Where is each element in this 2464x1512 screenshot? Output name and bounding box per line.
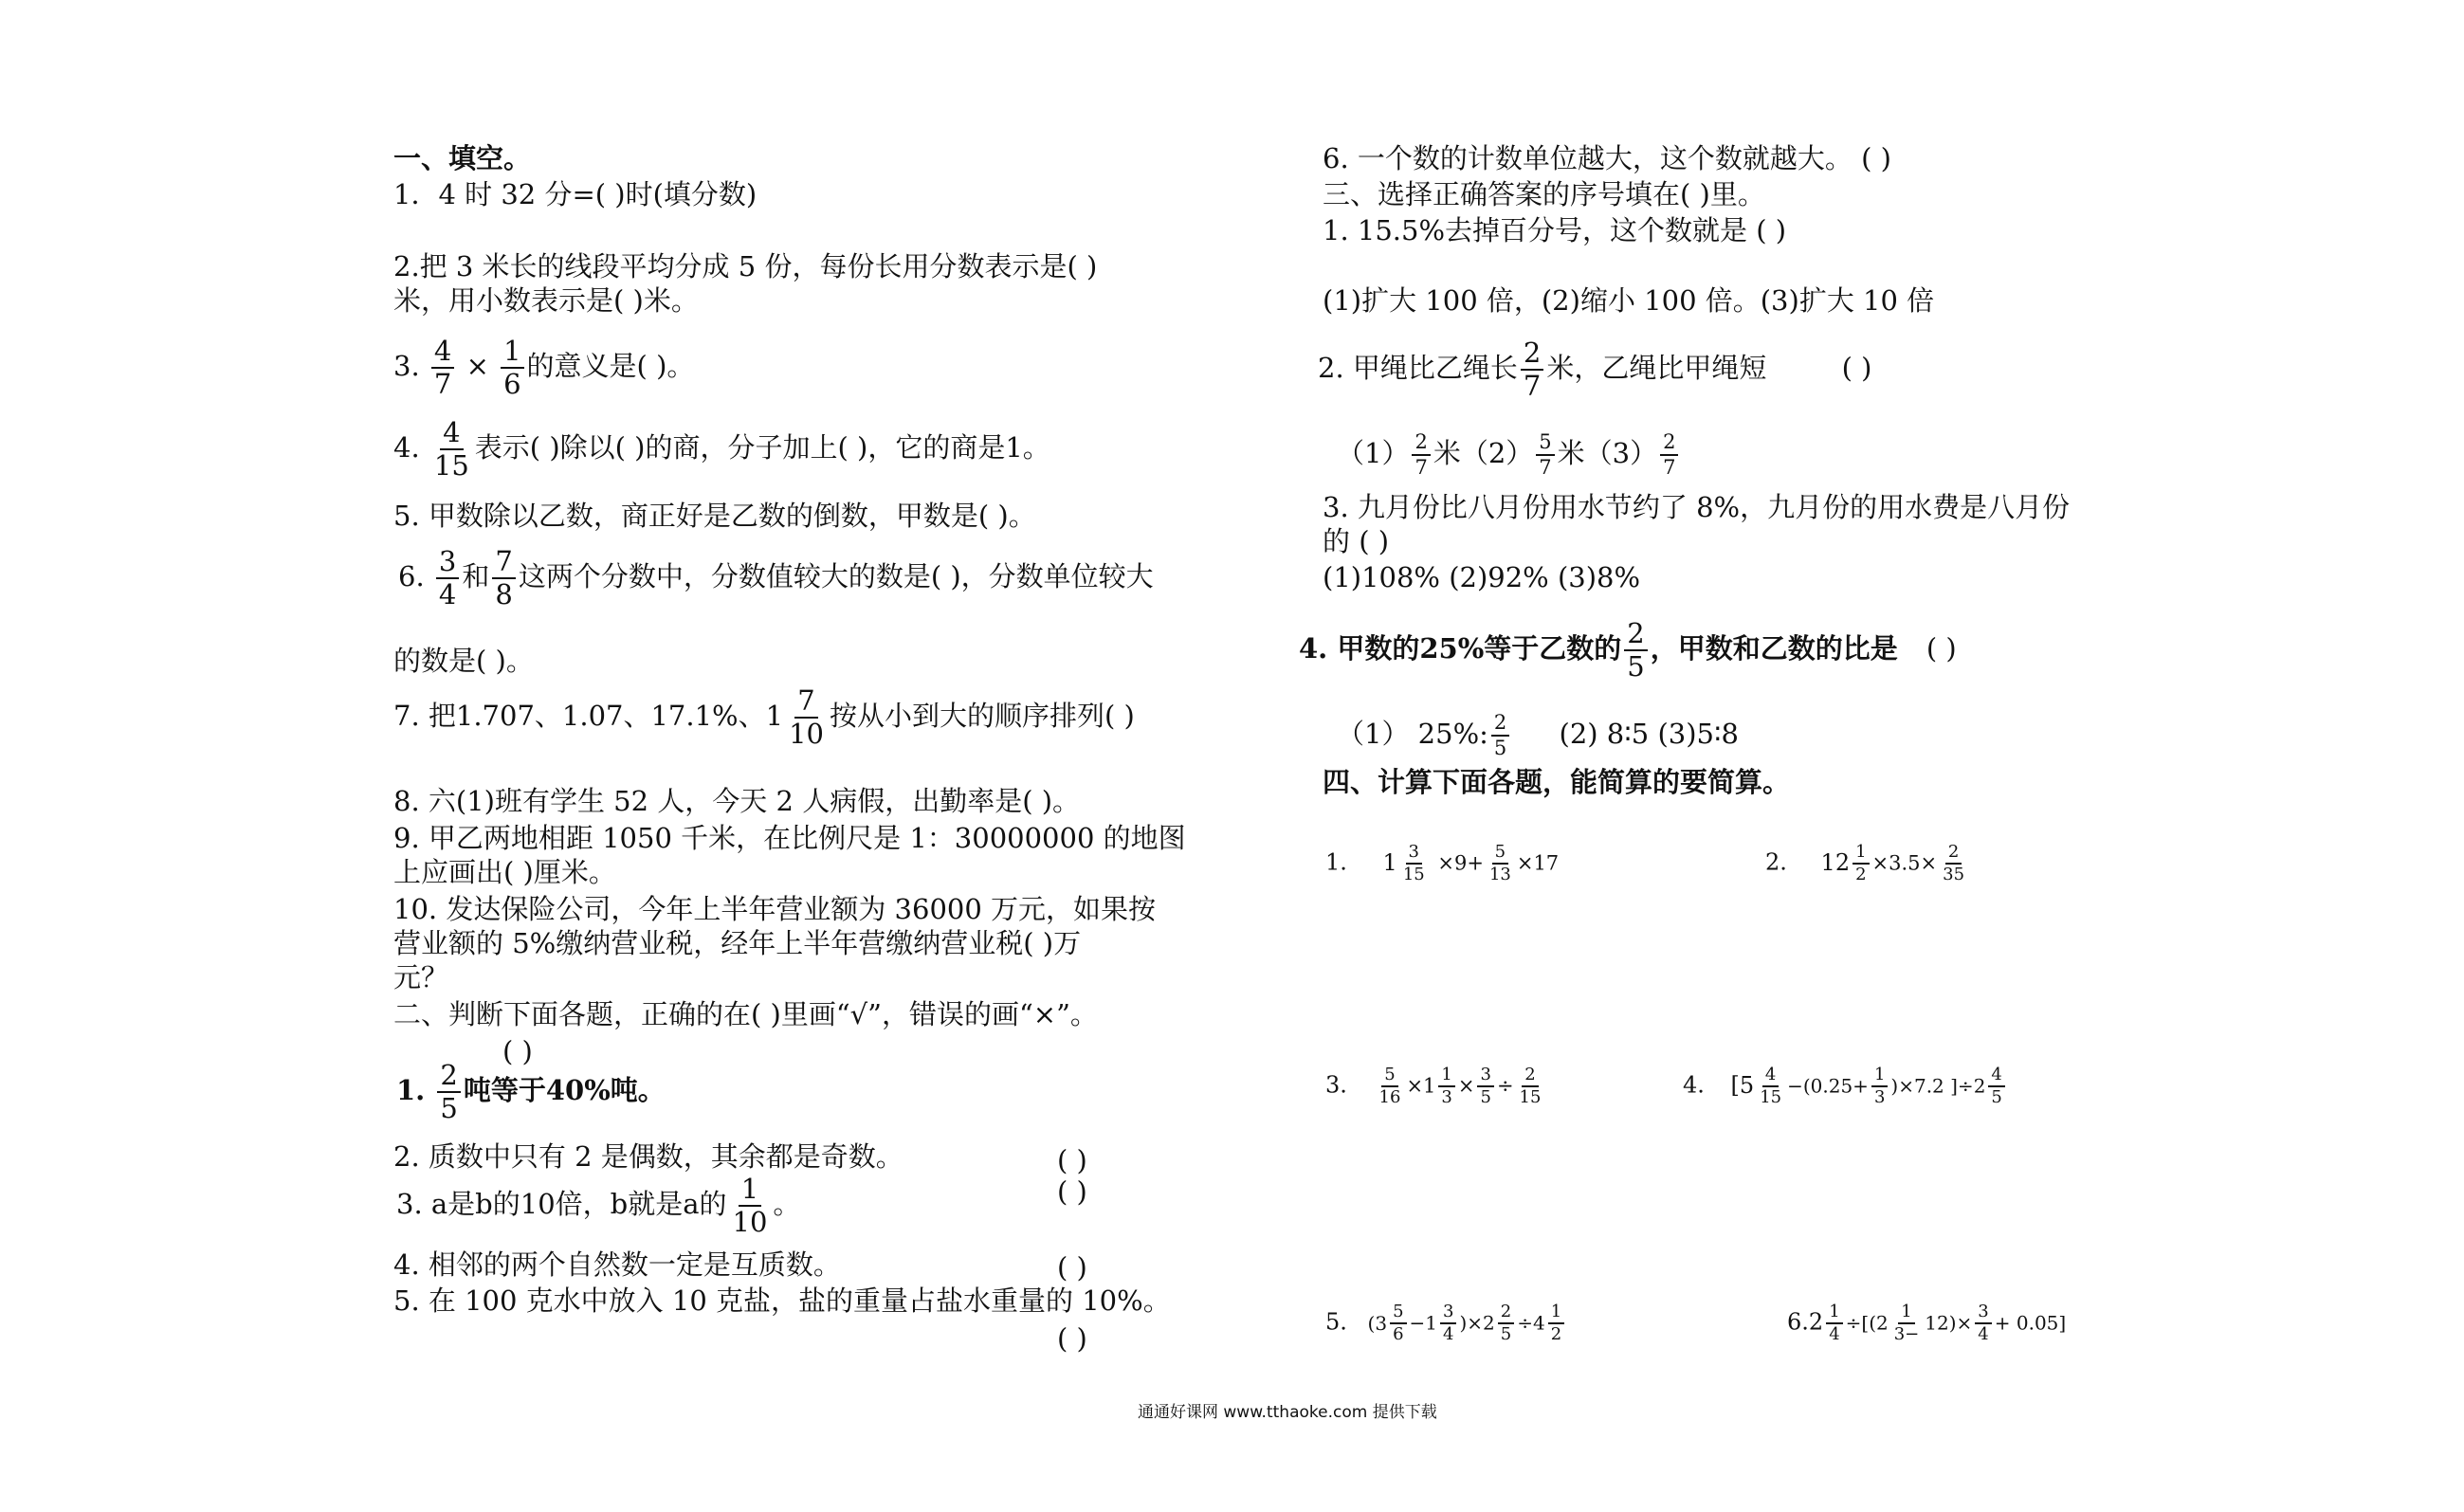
- fraction: $\frac{5}{13}$: [1488, 842, 1511, 884]
- option-label: （1）: [1337, 437, 1410, 469]
- operator: ÷4: [1517, 1311, 1545, 1335]
- question-1: 1．4 时 32 分=( )时(填分数): [393, 178, 757, 210]
- operator: [5: [1730, 1071, 1755, 1099]
- fraction: $\frac{3}{4}$: [1975, 1303, 1991, 1343]
- section-4-title: 四、计算下面各题，能简算的要简算。: [1323, 766, 1791, 798]
- fraction: $\frac{2}{5}$: [1491, 713, 1509, 758]
- problem-number: 1.: [1325, 848, 1347, 876]
- q4-text: 表示( )除以( )的商，分子加上( )，它的商是1。: [474, 431, 1050, 464]
- calc-problem-6: [1787, 1303, 2066, 1343]
- fraction: $\frac{1}{3-}$: [1893, 1302, 1920, 1344]
- fraction: $\frac{5}{6}$: [1390, 1303, 1406, 1343]
- operator: ×: [1457, 1074, 1475, 1098]
- choice-1: 1. 15.5%去掉百分号，这个数就是 ( ): [1323, 214, 1787, 246]
- choice-4: [1299, 617, 1957, 683]
- fraction: $\frac{5}{7}$: [1536, 432, 1554, 478]
- answer-paren: ( ): [1841, 352, 1872, 384]
- j3-text: 3. a是b的10倍，b就是a的: [396, 1188, 727, 1220]
- judge-1: [396, 1059, 666, 1124]
- fraction: $\frac{2}{5}$: [1498, 1303, 1514, 1343]
- calc-problem-1: [1325, 844, 1559, 884]
- answer-paren: ( ): [1926, 632, 1957, 665]
- option-label: (2) 8∶5 (3)5∶8: [1559, 718, 1739, 750]
- fraction: $\frac{4}{15}$: [433, 416, 469, 482]
- choice-3-options: (1)108% (2)92% (3)8%: [1323, 561, 1641, 593]
- c4-text-end: ，甲数和乙数的比是: [1650, 632, 1898, 665]
- whole-number: 12: [1820, 848, 1851, 876]
- question-2-line-1: 2.把 3 米长的线段平均分成 5 份，每份长用分数表示是( ): [393, 250, 1098, 282]
- choice-2-options: [1337, 432, 1681, 478]
- answer-paren: ( ): [502, 1035, 533, 1067]
- problem-number: 4.: [1683, 1071, 1705, 1099]
- question-9-line-1: 9. 甲乙两地相距 1050 千米，在比例尺是 1：30000000 的地图: [393, 822, 1186, 854]
- operator: −1: [1409, 1311, 1438, 1335]
- whole-number: 1: [1382, 848, 1397, 876]
- j3-text-end: 。: [773, 1188, 801, 1220]
- fraction: $\frac{4}{15}$: [1760, 1065, 1782, 1107]
- operator: (3: [1367, 1311, 1388, 1335]
- question-5: 5. 甲数除以乙数，商正好是乙数的倒数，甲数是( )。: [393, 500, 1036, 532]
- answer-paren: ( ): [1057, 1322, 1087, 1355]
- answer-paren: ( ): [1057, 1175, 1087, 1208]
- section-2-title: 二、判断下面各题，正确的在( )里画“√”，错误的画“×”。: [393, 998, 1098, 1030]
- calc-problem-3: [1325, 1066, 1546, 1106]
- choice-2: [1318, 339, 1871, 400]
- judge-3: [396, 1175, 800, 1236]
- fraction: $\frac{2}{5}$: [437, 1062, 460, 1122]
- fraction: $\frac{2}{7}$: [1521, 339, 1543, 400]
- q3-text: 的意义是( )。: [526, 350, 695, 382]
- fraction: $\frac{7}{10}$: [789, 684, 824, 750]
- question-7: [393, 684, 1135, 750]
- fraction: $\frac{3}{4}$: [1440, 1303, 1456, 1343]
- judge-6: 6. 一个数的计数单位越大，这个数就越大。 ( ): [1323, 142, 1891, 174]
- fraction: $\frac{2}{7}$: [1412, 432, 1430, 478]
- q7-text-end: 按从小到大的顺序排列( ): [829, 700, 1135, 732]
- fraction: $\frac{2}{5}$: [1624, 620, 1647, 681]
- operator: ×17: [1516, 851, 1560, 875]
- question-9-line-2: 上应画出( )厘米。: [393, 856, 616, 888]
- q7-text: 7. 把1.707、1.07、17.1%、1: [393, 700, 784, 732]
- q3-number: 3.: [393, 350, 420, 382]
- choice-3-line-1: 3. 九月份比八月份用水节约了 8%，九月份的用水费是八月份: [1323, 491, 2071, 523]
- problem-number: 6.: [1787, 1308, 1809, 1336]
- section-3-title: 三、选择正确答案的序号填在( )里。: [1323, 178, 1765, 210]
- choice-3-line-2: 的 ( ): [1323, 525, 1390, 557]
- judge-2: 2. 质数中只有 2 是偶数，其余都是奇数。: [393, 1140, 903, 1173]
- whole-number: 2: [1808, 1308, 1824, 1336]
- fraction: $\frac{4}{7}$: [431, 337, 454, 398]
- judge-5: 5. 在 100 克水中放入 10 克盐，盐的重量占盐水重量的 10%。: [393, 1284, 1171, 1317]
- answer-paren: ( ): [1057, 1144, 1087, 1176]
- choice-1-options: (1)扩大 100 倍，(2)缩小 100 倍。(3)扩大 10 倍: [1323, 284, 1935, 317]
- fraction: $\frac{1}{4}$: [1826, 1303, 1842, 1343]
- fraction: $\frac{4}{5}$: [1988, 1066, 2004, 1106]
- j1-text: 吨等于40%吨。: [463, 1074, 666, 1106]
- operator: ×9+: [1437, 851, 1484, 875]
- judge-4: 4. 相邻的两个自然数一定是互质数。: [393, 1248, 841, 1281]
- fraction: $\frac{2}{35}$: [1943, 842, 1965, 884]
- option-label: （1） 25%:: [1337, 718, 1488, 750]
- question-6-line-2: 的数是( )。: [393, 645, 534, 677]
- c2-text-end: 米，乙绳比甲绳短: [1546, 352, 1767, 384]
- calc-problem-2: [1765, 844, 1970, 884]
- question-10-line-3: 元？: [393, 961, 449, 993]
- operator: + 0.05]: [1994, 1311, 2067, 1335]
- operator: ×3.5×: [1871, 851, 1938, 875]
- operator: )×2: [1459, 1311, 1495, 1335]
- question-3: [393, 337, 694, 398]
- operator: −(0.25+: [1787, 1074, 1869, 1098]
- problem-number: 5.: [1325, 1308, 1347, 1336]
- choice-4-options: [1337, 713, 1739, 758]
- fraction: $\frac{1}{3}$: [1438, 1066, 1454, 1106]
- operator: )×7.2 ]÷2: [1890, 1074, 1986, 1098]
- problem-number: 3.: [1325, 1071, 1347, 1099]
- problem-number: 2.: [1765, 848, 1787, 876]
- q6-number: 6.: [398, 560, 425, 592]
- fraction: $\frac{1}{2}$: [1548, 1303, 1564, 1343]
- fraction: $\frac{2}{7}$: [1660, 432, 1678, 478]
- fraction: $\frac{3}{15}$: [1402, 842, 1425, 884]
- question-2-line-2: 米，用小数表示是( )米。: [393, 284, 699, 317]
- fraction: $\frac{1}{3}$: [1871, 1066, 1888, 1106]
- calc-problem-4: [1683, 1066, 2008, 1106]
- and-word: 和: [462, 560, 490, 592]
- page-footer: 通通好课网 www.tthaoke.com 提供下载: [1138, 1403, 1437, 1422]
- fraction: $\frac{2}{15}$: [1519, 1065, 1542, 1107]
- fraction: $\frac{1}{6}$: [501, 337, 523, 398]
- q4-number: 4.: [393, 431, 420, 464]
- fraction: $\frac{1}{2}$: [1853, 844, 1869, 884]
- fraction: $\frac{3}{4}$: [436, 548, 459, 609]
- fraction: $\frac{7}{8}$: [492, 548, 515, 609]
- operator: ÷[(2: [1845, 1311, 1889, 1335]
- question-10-line-2: 营业额的 5%缴纳营业税，经年上半年营缴纳营业税( )万: [393, 927, 1082, 959]
- answer-paren: ( ): [1057, 1251, 1087, 1284]
- option-label: 米（2）: [1433, 437, 1534, 469]
- fraction: $\frac{5}{16}$: [1378, 1065, 1401, 1107]
- operator: ÷: [1496, 1074, 1514, 1098]
- question-6: [398, 545, 1154, 610]
- calc-problem-5: [1325, 1303, 1567, 1343]
- q6-text: 这两个分数中，分数值较大的数是( )，分数单位较大: [518, 560, 1154, 592]
- fraction: $\frac{1}{10}$: [732, 1173, 768, 1238]
- section-1-title: 一、填空。: [393, 142, 532, 174]
- times-sign: ×: [465, 350, 489, 382]
- fraction: $\frac{3}{5}$: [1477, 1066, 1493, 1106]
- j1-number: 1.: [396, 1074, 426, 1106]
- c2-text: 2. 甲绳比乙绳长: [1318, 352, 1518, 384]
- question-8: 8. 六(1)班有学生 52 人，今天 2 人病假，出勤率是( )。: [393, 785, 1081, 817]
- c4-text: 4. 甲数的25%等于乙数的: [1299, 632, 1622, 665]
- operator: 12)×: [1925, 1311, 1973, 1335]
- question-10-line-1: 10. 发达保险公司，今年上半年营业额为 36000 万元，如果按: [393, 893, 1157, 925]
- operator: ×1: [1406, 1074, 1436, 1098]
- question-4: [393, 416, 1050, 482]
- option-label: 米（3）: [1557, 437, 1658, 469]
